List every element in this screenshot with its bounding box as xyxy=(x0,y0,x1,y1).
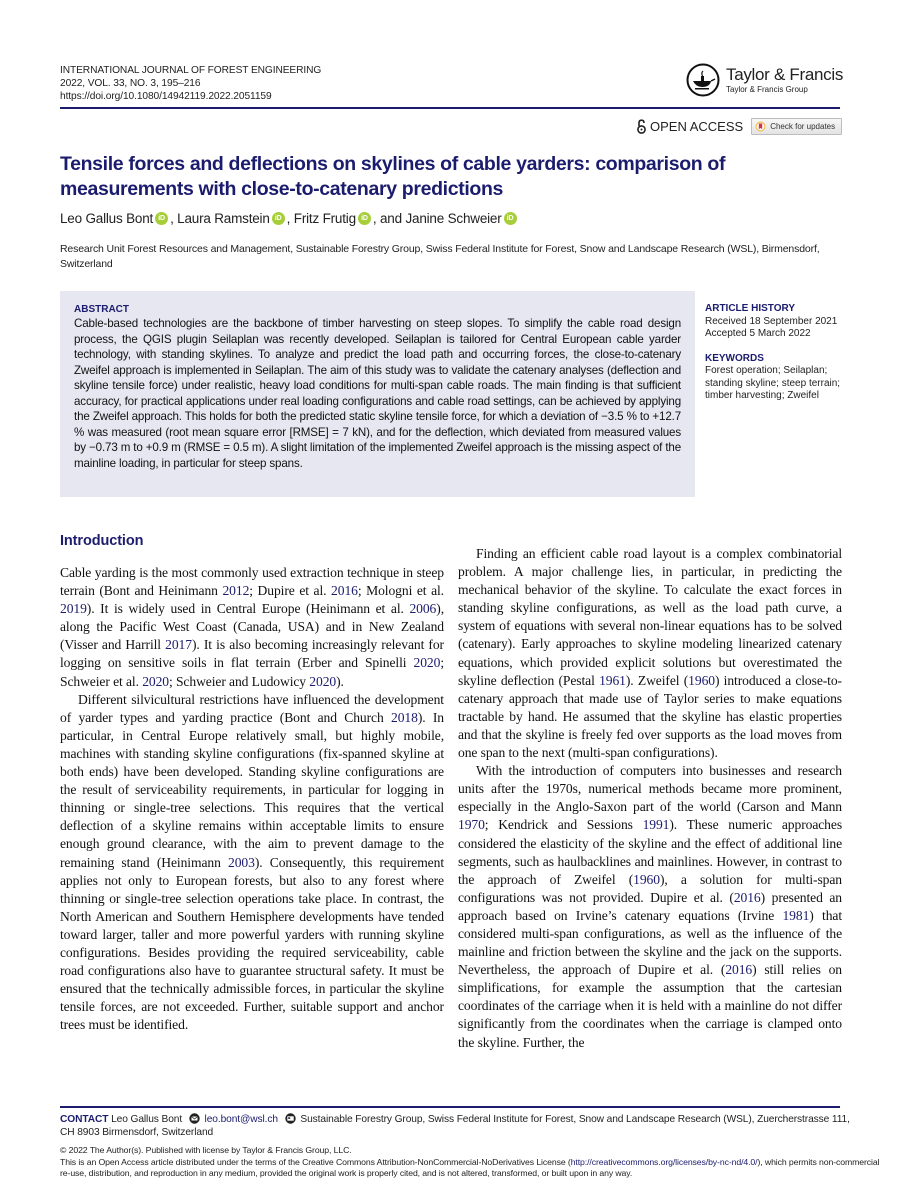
body-paragraph xyxy=(60,691,444,1035)
paragraph-text: ). Consequently, this requirement applies not only to European forests, but also to any forest where thinning or single-tree selection operations take place. In contrast, the North American and Southern Hemisphere developments have tended toward larger, taller and more powerful yarders with running skyline configurations. Besides providing the required serviceability, cable road configurations also have to guarantee structural safety. It must be ensured that the technically admissible forces, in particular the skyline tensile forces, are not exceeded. Further, suitable support and anchor trees must be identified. xyxy=(60,854,444,1033)
contact-address: Sustainable Forestry Group, Swiss Federal Institute for Forest, Snow and Landscape Research (WSL), Zuercherstrasse 111, CH 8903 Birmensdorf, Switzerland xyxy=(60,1114,850,1138)
citation-link[interactable]: 2016 xyxy=(733,889,761,905)
citation-link[interactable]: 1991 xyxy=(642,817,670,833)
paragraph-text: ) that considered multi-span configurations, as well as the influence of the mainline and friction between the skyline and the jack on the supports. Nevertheless, the approach of Dupire et al. ( xyxy=(458,907,843,978)
citation-link[interactable]: 2019 xyxy=(60,601,87,617)
body-column-right xyxy=(458,545,842,1052)
open-access-badge xyxy=(636,119,743,134)
right-paragraphs xyxy=(458,545,842,1052)
paragraph-text: Different silvicultural restrictions have influenced the development of yarder types and yarding practice (Bont and Church xyxy=(60,691,444,725)
paragraph-text: ). It is also becoming increasingly relevant for logging on sensitive soils in flat terrain (Erber and Spinelli xyxy=(60,637,444,671)
citation-link[interactable]: 2006 xyxy=(409,601,437,617)
citation-link[interactable]: 2012 xyxy=(222,583,250,599)
body-paragraph xyxy=(458,762,842,1052)
history-heading: ARTICLE HISTORY xyxy=(705,303,796,314)
license-text xyxy=(60,1157,880,1180)
article-history xyxy=(705,303,855,341)
orcid-icon[interactable]: iD xyxy=(504,212,517,225)
paragraph-text: ; Schweier and Ludowicy xyxy=(169,673,310,689)
keywords-heading: KEYWORDS xyxy=(705,352,764,364)
abstract-box xyxy=(60,291,695,497)
contact-info xyxy=(60,1113,860,1139)
body-column-left xyxy=(60,532,444,1034)
orcid-icon[interactable]: iD xyxy=(272,212,285,225)
open-access-label: OPEN ACCESS xyxy=(650,119,744,134)
email-icon xyxy=(189,1113,200,1124)
paragraph-text: ). It is widely used in Central Europe (Heinimann et al. xyxy=(86,601,410,617)
orcid-icon[interactable]: iD xyxy=(358,212,371,225)
email-link[interactable]: leo.bont@wsl.ch xyxy=(204,1114,278,1125)
journal-name: INTERNATIONAL JOURNAL OF FOREST ENGINEERING xyxy=(60,65,322,76)
address-icon xyxy=(285,1113,296,1124)
paragraph-text: ). Zweifel ( xyxy=(625,672,689,688)
citation-link[interactable]: 2020 xyxy=(413,655,441,671)
paragraph-text: ; Schweier et al. xyxy=(60,655,444,689)
accepted-date: Accepted 5 March 2022 xyxy=(705,328,811,339)
author-name: Fritz Frutig xyxy=(293,211,356,226)
journal-volume: 2022, VOL. 33, NO. 3, 195–216 xyxy=(60,78,201,89)
abstract-heading: ABSTRACT xyxy=(74,304,129,315)
keywords-list: Forest operation; Seilaplan; standing skyline; steep terrain; timber harvesting; Zweifel xyxy=(705,365,841,401)
citation-link[interactable]: 1981 xyxy=(782,907,810,923)
license-text-before: This is an Open Access article distributed under the terms of the Creative Commons Attribution-NonCommercial-NoDerivatives License ( xyxy=(60,1156,571,1167)
citation-link[interactable]: 1961 xyxy=(599,672,626,688)
paragraph-text: With the introduction of computers into businesses and research units after the 1970s, numerical methods became more prominent, especially in the Anglo-Saxon part of the world (Carson and Mann xyxy=(458,763,842,815)
body-paragraph xyxy=(458,545,842,762)
copyright-line: © 2022 The Author(s). Published with license by Taylor & Francis Group, LLC. xyxy=(60,1145,352,1155)
section-heading: Introduction xyxy=(60,533,144,549)
affiliation: Research Unit Forest Resources and Management, Sustainable Forestry Group, Swiss Federal Institute for Forest, Snow and Landscape Research (WSL), Birmensdorf, Switzerland xyxy=(60,243,820,270)
publisher-group: Taylor & Francis Group xyxy=(726,85,808,94)
citation-link[interactable]: 1960 xyxy=(633,871,660,887)
publisher-brand xyxy=(686,63,843,97)
citation-link[interactable]: 2018 xyxy=(391,709,418,725)
author-separator: , xyxy=(170,211,178,226)
contact-name: Leo Gallus Bont xyxy=(111,1114,183,1125)
paragraph-text: ) presented an approach based on Irvine’s catenary equations (Irvine xyxy=(458,889,842,923)
paragraph-text: ). xyxy=(336,673,344,689)
paragraph-text: ; Dupire et al. xyxy=(249,583,332,599)
paragraph-text: ). These numeric approaches considered the elasticity of the skyline and the effect of additional line segments, such as haulbacklines and mainlines. However, in contrast to the approach of Zweifel ( xyxy=(458,817,843,887)
article-title: Tensile forces and deflections on skylines of cable yarders: comparison of measurements with close-to-catenary predictions xyxy=(60,153,726,200)
author-name: Laura Ramstein xyxy=(177,211,270,226)
citation-link[interactable]: 2016 xyxy=(725,962,753,978)
abstract-text: Cable-based technologies are the backbone of timber harvesting on steep slopes. To simplify the cable road design process, the QGIS plugin Seilaplan was recently developed. Seilaplan is tailored for Central European cable yarder technology, with standing skylines. To analyze and predict the load path and occurring forces, the close-to-catenary Zweifel approach is implemented in Seilaplan. The aim of this study was to validate the catenary analyses (deflection and skyline tensile force) under realistic, heavy load conditions for multi-span cable roads. The main finding is that sufficient accuracy, for practical applications under real loading configurations and cable road settings, can be achieved by applying the Zweifel approach. This holds for both the predicted static skyline tensile force, for which a deviation of −3.5 % to +12.7 % was measured (root mean square error [RMSE] = 7 kN), and for the deflection, which deviated from measured values by −0.73 m to +0.9 m (RMSE = 0.5 m). A slight limitation of the implemented Zweifel approach is the missing aspect of the mainline loading, in particular for steep spans. xyxy=(74,317,681,470)
paragraph-text: ; Kendrick and Sessions xyxy=(484,817,643,833)
open-lock-icon xyxy=(636,119,647,134)
license-link[interactable]: http://creativecommons.org/licenses/by-nc-nd/4.0/ xyxy=(570,1156,758,1167)
article-sidebar xyxy=(705,303,855,403)
author-name: Leo Gallus Bont xyxy=(60,211,154,226)
paragraph-text: ), along the Pacific West Coast (Canada, USA) and in New Zealand (Visser and Harrill xyxy=(60,601,444,653)
citation-link[interactable]: 2003 xyxy=(228,854,255,870)
paragraph-text: ), a solution for multi-span configurations was not provided. Dupire et al. ( xyxy=(458,871,842,905)
footer-divider xyxy=(60,1106,840,1108)
body-paragraph xyxy=(60,564,444,691)
paragraph-text: ) introduced a close-to-catenary approach that made use of Taylor series to make equations tractable by hand. He assumed that the skyline has elastic properties and that the skyline is freely fed over supports as the load moves from one span to the next (multi-span configurations). xyxy=(458,672,842,761)
access-row xyxy=(636,118,842,135)
publisher-name: Taylor & Francis xyxy=(726,65,844,84)
lamp-logo-icon xyxy=(686,63,720,97)
citation-link[interactable]: 2020 xyxy=(309,673,337,689)
header-divider xyxy=(60,107,840,109)
citation-link[interactable]: 2017 xyxy=(165,637,192,653)
contact-label: CONTACT xyxy=(60,1114,109,1125)
paragraph-text: ; Mologni et al. xyxy=(357,583,444,599)
license-text-after: ), which permits non-commercial re-use, distribution, and reproduction in any medium, provided the original work is properly cited, and is not altered, transformed, or built upon in any way. xyxy=(60,1156,880,1178)
author-separator: , and xyxy=(372,211,406,226)
paragraph-text: Finding an efficient cable road layout is a complex combinatorial problem. A major challenge lies, in particular, in predicting the mechanical behavior of the skyline. To calculate the exact forces in standing skyline configurations, as well as the load path curve, a system of equations with several non-linear equations has to be solved (catenary). Early approaches to skyline modeling linearized catenary equations, which provided explicit solutions but overestimated the skyline deflection (Pestal xyxy=(458,546,842,688)
author-name: Janine Schweier xyxy=(405,211,502,226)
check-updates-label: Check for updates xyxy=(770,122,836,131)
paragraph-text: Cable yarding is the most commonly used extraction technique in steep terrain (Bont and Heinimann xyxy=(60,565,444,599)
left-paragraphs xyxy=(60,564,444,1034)
received-date: Received 18 September 2021 xyxy=(705,315,838,327)
citation-link[interactable]: 1970 xyxy=(458,817,485,833)
check-for-updates-button[interactable] xyxy=(751,118,842,135)
citation-link[interactable]: 2016 xyxy=(331,583,358,599)
paragraph-text: ). In particular, in Central Europe relatively small, but highly mobile, machines with standing skyline configurations (fix-spanned skyline at both ends) have been developed. Standing skyline configurations are the result of serviceability requirements, in particular for logging in thinning or single-tree selections. This requires that the vertical deflection of a skyline remains within acceptable limits to ensure enough ground clearance, with the aim to prevent damage to the remaining stand (Heinimann xyxy=(60,709,444,870)
doi-link[interactable]: https://doi.org/10.1080/14942119.2022.2051159 xyxy=(60,91,272,102)
orcid-icon[interactable]: iD xyxy=(155,212,168,225)
journal-meta xyxy=(60,64,321,103)
citation-link[interactable]: 2020 xyxy=(142,673,169,689)
copyright-notice xyxy=(60,1145,880,1180)
keywords-block xyxy=(705,353,855,403)
author-separator: , xyxy=(286,211,294,226)
crossmark-icon xyxy=(755,121,766,132)
paragraph-text: ) still relies on simplifications, for example the assumption that the cartesian coordinates of the carriage when it is held with a mainline do not differ significantly from the coordinates when the carriage is clamped onto the skyline. Further, the xyxy=(458,962,843,1050)
author-list xyxy=(60,211,519,226)
citation-link[interactable]: 1960 xyxy=(688,672,715,688)
